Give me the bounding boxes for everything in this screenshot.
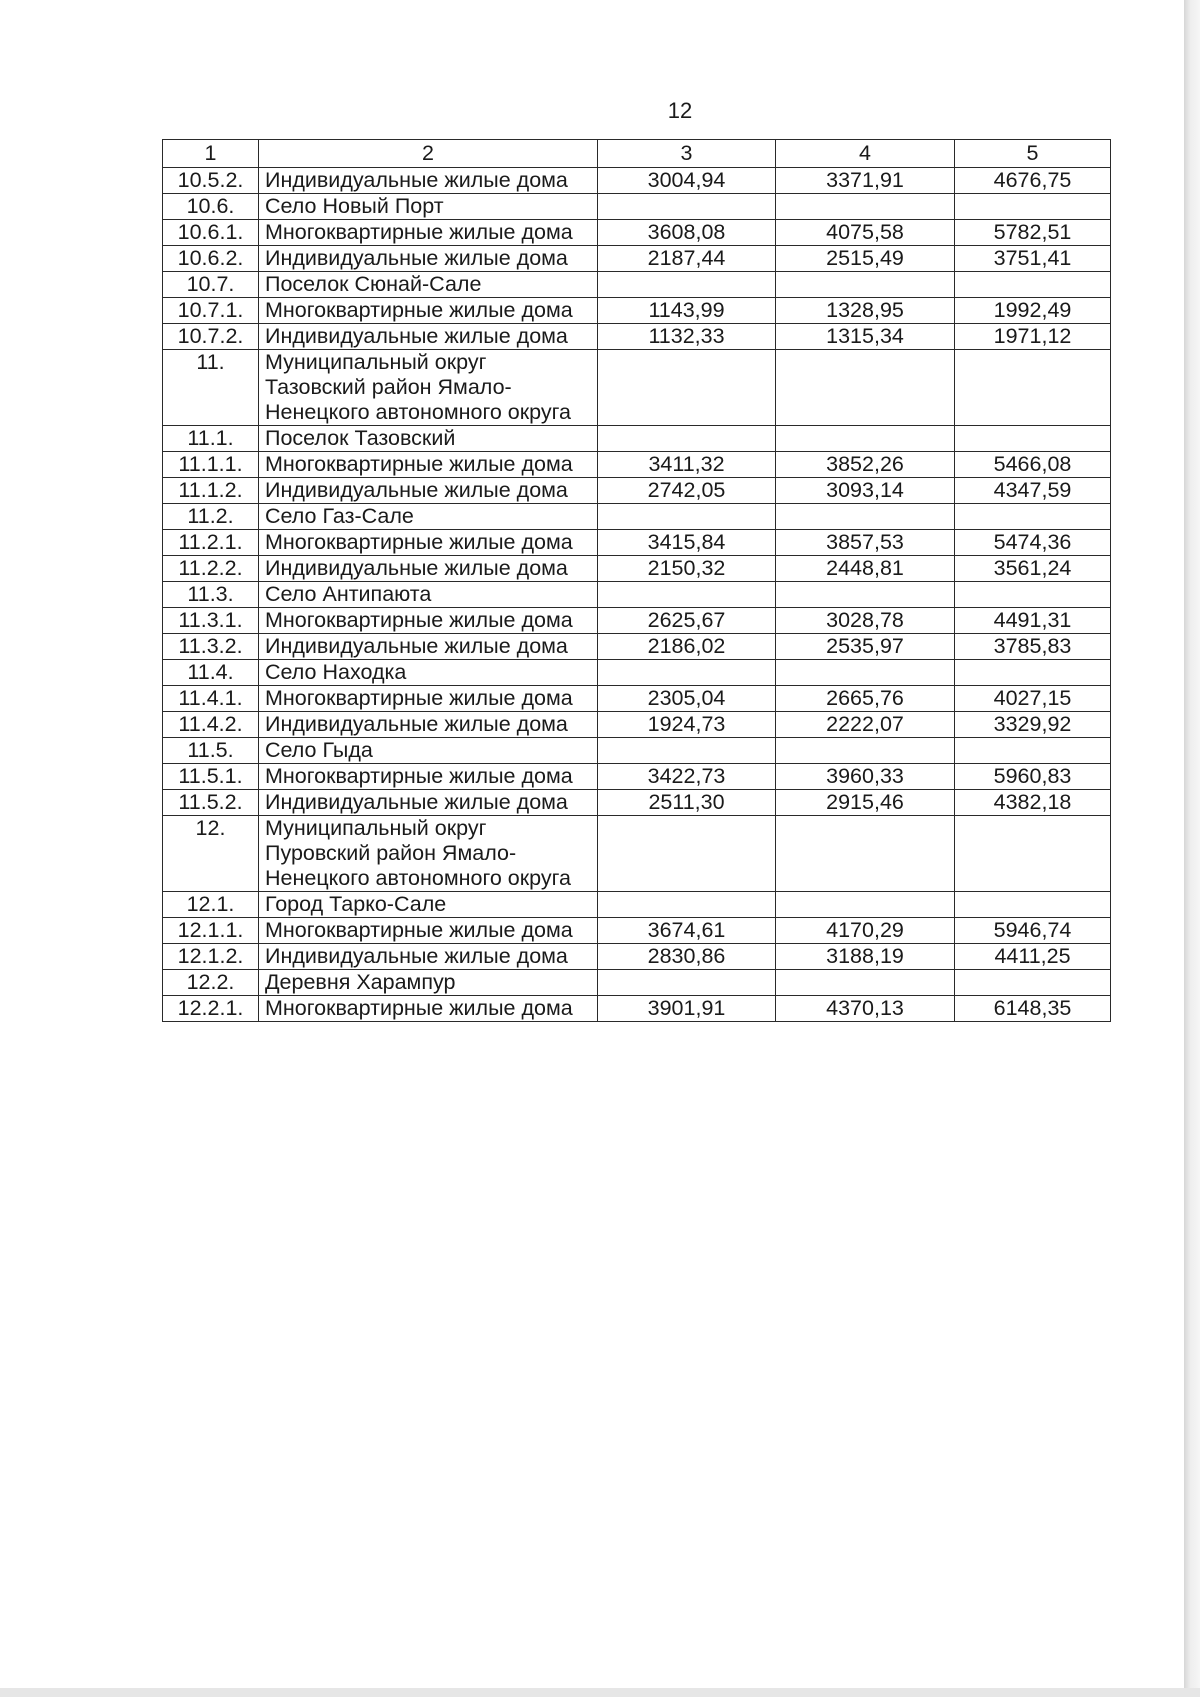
row-name-cell: Село Газ-Сале <box>259 504 598 530</box>
value-cell-col3: 1132,33 <box>598 324 776 350</box>
value-cell-col3 <box>598 816 776 892</box>
value-cell-col4: 4170,29 <box>776 918 955 944</box>
value-cell-col3: 3422,73 <box>598 764 776 790</box>
value-cell-col5 <box>955 816 1111 892</box>
table-row <box>163 478 1111 504</box>
value-cell-col4: 4370,13 <box>776 996 955 1022</box>
table-row <box>163 660 1111 686</box>
value-cell-col3: 3411,32 <box>598 452 776 478</box>
table-row <box>163 944 1111 970</box>
value-cell-col4 <box>776 892 955 918</box>
value-cell-col4: 1315,34 <box>776 324 955 350</box>
row-number-cell: 11.1.1. <box>163 452 259 478</box>
row-name-cell: Село Находка <box>259 660 598 686</box>
table-row <box>163 452 1111 478</box>
row-name-cell: Индивидуальные жилые дома <box>259 634 598 660</box>
table-row <box>163 608 1111 634</box>
row-name-cell: Многоквартирные жилые дома <box>259 918 598 944</box>
row-name-cell: Многоквартирные жилые дома <box>259 686 598 712</box>
row-number-cell: 12. <box>163 816 259 892</box>
row-name-cell: Село Гыда <box>259 738 598 764</box>
row-name-cell: Поселок Тазовский <box>259 426 598 452</box>
value-cell-col4: 3371,91 <box>776 168 955 194</box>
value-cell-col3 <box>598 272 776 298</box>
row-name-cell: Индивидуальные жилые дома <box>259 478 598 504</box>
column-header: 4 <box>776 140 955 168</box>
row-name-cell: Многоквартирные жилые дома <box>259 996 598 1022</box>
table-row <box>163 426 1111 452</box>
value-cell-col5: 4027,15 <box>955 686 1111 712</box>
row-number-cell: 10.7.2. <box>163 324 259 350</box>
value-cell-col5 <box>955 738 1111 764</box>
column-header: 3 <box>598 140 776 168</box>
row-number-cell: 11.3.2. <box>163 634 259 660</box>
value-cell-col4 <box>776 350 955 426</box>
value-cell-col3 <box>598 892 776 918</box>
value-cell-col4 <box>776 816 955 892</box>
table-row <box>163 530 1111 556</box>
row-number-cell: 11.3.1. <box>163 608 259 634</box>
value-cell-col5 <box>955 892 1111 918</box>
page-number: 12 <box>667 98 693 123</box>
table-row <box>163 686 1111 712</box>
value-cell-col3: 1924,73 <box>598 712 776 738</box>
row-name-cell: Город Тарко-Сале <box>259 892 598 918</box>
row-name-cell: Деревня Харампур <box>259 970 598 996</box>
row-name-cell: Индивидуальные жилые дома <box>259 324 598 350</box>
value-cell-col3: 2150,32 <box>598 556 776 582</box>
row-number-cell: 10.5.2. <box>163 168 259 194</box>
value-cell-col4: 3188,19 <box>776 944 955 970</box>
value-cell-col3 <box>598 426 776 452</box>
row-number-cell: 11.2. <box>163 504 259 530</box>
value-cell-col3: 3674,61 <box>598 918 776 944</box>
table-row <box>163 504 1111 530</box>
table-header-row <box>163 140 1111 168</box>
table-row <box>163 168 1111 194</box>
row-name-cell: Индивидуальные жилые дома <box>259 246 598 272</box>
table-row <box>163 582 1111 608</box>
value-cell-col5: 5960,83 <box>955 764 1111 790</box>
table-row <box>163 272 1111 298</box>
value-cell-col5 <box>955 350 1111 426</box>
row-number-cell: 11.5.2. <box>163 790 259 816</box>
value-cell-col4 <box>776 582 955 608</box>
value-cell-col4 <box>776 272 955 298</box>
value-cell-col5: 4491,31 <box>955 608 1111 634</box>
value-cell-col3: 2742,05 <box>598 478 776 504</box>
row-number-cell: 10.7. <box>163 272 259 298</box>
table-row <box>163 324 1111 350</box>
row-number-cell: 12.2. <box>163 970 259 996</box>
table-row <box>163 738 1111 764</box>
value-cell-col3: 2186,02 <box>598 634 776 660</box>
row-number-cell: 10.6.1. <box>163 220 259 246</box>
table-row <box>163 194 1111 220</box>
value-cell-col5 <box>955 970 1111 996</box>
value-cell-col5 <box>955 504 1111 530</box>
table-row <box>163 764 1111 790</box>
value-cell-col4: 4075,58 <box>776 220 955 246</box>
row-name-cell: Многоквартирные жилые дома <box>259 608 598 634</box>
table-row <box>163 556 1111 582</box>
row-number-cell: 10.7.1. <box>163 298 259 324</box>
value-cell-col3: 1143,99 <box>598 298 776 324</box>
value-cell-col3: 3901,91 <box>598 996 776 1022</box>
table-row <box>163 816 1111 892</box>
value-cell-col5: 3329,92 <box>955 712 1111 738</box>
row-number-cell: 11.3. <box>163 582 259 608</box>
row-name-cell: Многоквартирные жилые дома <box>259 220 598 246</box>
row-number-cell: 11.4.2. <box>163 712 259 738</box>
row-name-cell: Индивидуальные жилые дома <box>259 790 598 816</box>
value-cell-col3 <box>598 660 776 686</box>
bottom-edge-shadow <box>0 1688 1200 1697</box>
row-number-cell: 11.1. <box>163 426 259 452</box>
table-row <box>163 350 1111 426</box>
value-cell-col4 <box>776 970 955 996</box>
value-cell-col5: 6148,35 <box>955 996 1111 1022</box>
table-row <box>163 996 1111 1022</box>
row-name-cell: Поселок Сюнай-Сале <box>259 272 598 298</box>
value-cell-col4: 2915,46 <box>776 790 955 816</box>
row-number-cell: 10.6. <box>163 194 259 220</box>
table-row <box>163 634 1111 660</box>
value-cell-col4: 3852,26 <box>776 452 955 478</box>
value-cell-col4: 2515,49 <box>776 246 955 272</box>
value-cell-col5 <box>955 660 1111 686</box>
row-number-cell: 10.6.2. <box>163 246 259 272</box>
value-cell-col3 <box>598 738 776 764</box>
table-row <box>163 298 1111 324</box>
value-cell-col5: 5474,36 <box>955 530 1111 556</box>
row-number-cell: 11. <box>163 350 259 426</box>
row-name-cell: Индивидуальные жилые дома <box>259 712 598 738</box>
value-cell-col4 <box>776 504 955 530</box>
row-name-cell: Индивидуальные жилые дома <box>259 168 598 194</box>
row-number-cell: 11.2.1. <box>163 530 259 556</box>
table-body <box>163 140 1111 1022</box>
value-cell-col5: 3751,41 <box>955 246 1111 272</box>
column-header: 5 <box>955 140 1111 168</box>
row-name-cell: Село Новый Порт <box>259 194 598 220</box>
value-cell-col3: 3608,08 <box>598 220 776 246</box>
table-row <box>163 970 1111 996</box>
value-cell-col3: 2625,67 <box>598 608 776 634</box>
row-name-cell: Индивидуальные жилые дома <box>259 944 598 970</box>
column-header: 1 <box>163 140 259 168</box>
row-name-cell: Многоквартирные жилые дома <box>259 530 598 556</box>
value-cell-col3 <box>598 582 776 608</box>
row-name-cell: Многоквартирные жилые дома <box>259 452 598 478</box>
row-number-cell: 11.4. <box>163 660 259 686</box>
page-edge-shadow <box>1184 0 1200 1697</box>
value-cell-col3 <box>598 504 776 530</box>
row-name-cell: Село Антипаюта <box>259 582 598 608</box>
table-row <box>163 918 1111 944</box>
value-cell-col5: 4382,18 <box>955 790 1111 816</box>
value-cell-col4: 3028,78 <box>776 608 955 634</box>
table-row <box>163 790 1111 816</box>
row-name-cell: Индивидуальные жилые дома <box>259 556 598 582</box>
value-cell-col5: 5466,08 <box>955 452 1111 478</box>
value-cell-col3 <box>598 350 776 426</box>
value-cell-col5 <box>955 272 1111 298</box>
row-number-cell: 12.2.1. <box>163 996 259 1022</box>
value-cell-col4 <box>776 426 955 452</box>
value-cell-col5 <box>955 582 1111 608</box>
value-cell-col4: 2222,07 <box>776 712 955 738</box>
row-number-cell: 11.4.1. <box>163 686 259 712</box>
value-cell-col5: 5782,51 <box>955 220 1111 246</box>
row-name-cell: Муниципальный округ Тазовский район Ямало-Ненецкого автономного округа <box>259 350 598 426</box>
value-cell-col4: 2665,76 <box>776 686 955 712</box>
table-row <box>163 712 1111 738</box>
value-cell-col5: 4347,59 <box>955 478 1111 504</box>
value-cell-col5 <box>955 426 1111 452</box>
column-header: 2 <box>259 140 598 168</box>
table-row <box>163 892 1111 918</box>
value-cell-col5: 1971,12 <box>955 324 1111 350</box>
value-cell-col5: 4676,75 <box>955 168 1111 194</box>
value-cell-col5 <box>955 194 1111 220</box>
value-cell-col5: 5946,74 <box>955 918 1111 944</box>
value-cell-col5: 1992,49 <box>955 298 1111 324</box>
value-cell-col3: 3004,94 <box>598 168 776 194</box>
row-number-cell: 12.1.2. <box>163 944 259 970</box>
row-number-cell: 12.1. <box>163 892 259 918</box>
row-name-cell: Муниципальный округ Пуровский район Ямало-Ненецкого автономного округа <box>259 816 598 892</box>
value-cell-col3 <box>598 970 776 996</box>
value-cell-col3: 2187,44 <box>598 246 776 272</box>
table-row <box>163 246 1111 272</box>
value-cell-col3 <box>598 194 776 220</box>
row-number-cell: 11.5.1. <box>163 764 259 790</box>
value-cell-col4: 2448,81 <box>776 556 955 582</box>
row-name-cell: Многоквартирные жилые дома <box>259 298 598 324</box>
row-number-cell: 11.1.2. <box>163 478 259 504</box>
value-cell-col4: 3960,33 <box>776 764 955 790</box>
value-cell-col4: 3093,14 <box>776 478 955 504</box>
value-cell-col4 <box>776 194 955 220</box>
row-number-cell: 11.2.2. <box>163 556 259 582</box>
value-cell-col4 <box>776 660 955 686</box>
row-number-cell: 12.1.1. <box>163 918 259 944</box>
row-name-cell: Многоквартирные жилые дома <box>259 764 598 790</box>
row-number-cell: 11.5. <box>163 738 259 764</box>
value-cell-col4: 2535,97 <box>776 634 955 660</box>
value-cell-col5: 3785,83 <box>955 634 1111 660</box>
tariff-table <box>162 139 1111 1022</box>
value-cell-col4 <box>776 738 955 764</box>
value-cell-col3: 2511,30 <box>598 790 776 816</box>
value-cell-col5: 3561,24 <box>955 556 1111 582</box>
value-cell-col4: 3857,53 <box>776 530 955 556</box>
value-cell-col3: 2830,86 <box>598 944 776 970</box>
value-cell-col4: 1328,95 <box>776 298 955 324</box>
value-cell-col3: 2305,04 <box>598 686 776 712</box>
value-cell-col5: 4411,25 <box>955 944 1111 970</box>
table-row <box>163 220 1111 246</box>
value-cell-col3: 3415,84 <box>598 530 776 556</box>
